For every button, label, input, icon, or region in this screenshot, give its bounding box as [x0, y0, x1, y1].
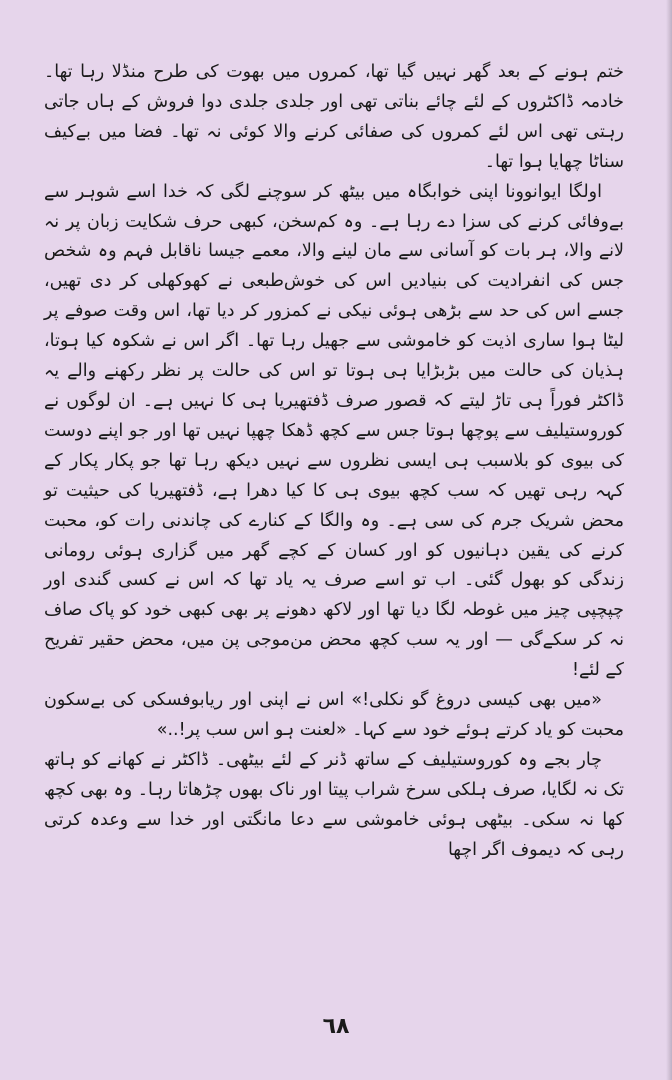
paragraph-3: «میں بھی کیسی دروغ گو نکلی!» اس نے اپنی اور ریابوفسکی کی بےسکون محبت کو یاد کرتے ہوئے خود سے کہا۔ «لعنت ہو اس سب پر!..» — [44, 690, 624, 740]
paragraph-1: ختم ہونے کے بعد گھر نہیں گیا تھا، کمروں میں بھوت کی طرح منڈلا رہا تھا۔ خادمہ ڈاکٹروں کے لئے چائے بناتی تھی اور جلدی جلدی دوا فروش کے ہاں جاتی رہتی تھی اس لئے کمروں کی صفائی کرنے والا کوئی نہ تھا۔ فضا میں بےکیف سناٹا چھایا ہوا تھا۔ — [44, 62, 624, 172]
page-number: ٦٨ — [322, 1014, 350, 1039]
page-body-text — [44, 58, 624, 865]
paragraph-4: چار بجے وہ کوروستیلیف کے ساتھ ڈنر کے لئے بیٹھی۔ ڈاکٹر نے کھانے کو ہاتھ تک نہ لگایا، صرف ہلکی سرخ شراب پیتا اور ناک بھوں چڑھاتا رہا۔ وہ بھی کچھ کھا نہ سکی۔ بیٹھی ہوئی خاموشی سے دعا مانگتی اور خدا سے وعدہ کرتی رہی کہ دیموف اگر اچھا — [44, 749, 624, 860]
paragraph-2: اولگا ایوانوونا اپنی خوابگاہ میں بیٹھ کر سوچنے لگی کہ خدا اسے شوہر سے بےوفائی کرنے کی سزا دے رہا ہے۔ وہ کم‌سخن، کبھی حرف شکایت زبان پر نہ لانے والا، ہر بات کو آسانی سے مان لینے والا، معمے جیسا ناقابل فہم وہ شخص جس کی انفرادیت کی بنیادیں اس کی خوش‌طبعی نے کھوکھلی کر دی تھیں، جسے اس کی حد سے بڑھی ہوئی نیکی نے کمزور کر دیا تھا، اس وقت صوفے پر لیٹا ہوا ساری اذیت کو خاموشی سے جھیل رہا تھا۔ اگر اس نے شکوہ کیا ہوتا، ہذیان کی حالت میں بڑبڑایا ہی ہوتا تو اس کی حالت پر نظر رکھنے والے یہ ڈاکٹر فوراً ہی تاڑ لیتے کہ قصور صرف ڈفتھیریا ہی کا نہیں ہے۔ ان لوگوں نے کوروستیلیف سے پوچھا ہوتا جس سے کچھ ڈھکا چھپا نہیں تھا اور جو اپنے دوست کی بیوی کو بلاسبب ہی ایسی نظروں سے نہیں دیکھ رہا تھا جو پکار پکار کے کہہ رہی تھیں کہ سب کچھ بیوی ہی کا کیا دھرا ہے، ڈفتھیریا کی حیثیت تو محض شریک جرم کی سی ہے۔ وہ والگا کے کنارے کی چاندنی رات کو، محبت کرنے کی یقین دہانیوں کو اور کسان کے کچے گھر میں گزاری ہوئی رومانی زندگی کو بھول گئی۔ اب تو اسے صرف یہ یاد تھا کہ اس نے کسی گندی اور چپچپی چیز میں غوطہ لگا دیا تھا اور لاکھ دھونے پر بھی کبھی خود کو پاک صاف نہ کر سکےگی — اور یہ سب کچھ محض من‌موجی پن میں، محض حقیر تفریح کے لئے! — [44, 181, 624, 681]
page-edge-shadow — [666, 0, 672, 1080]
